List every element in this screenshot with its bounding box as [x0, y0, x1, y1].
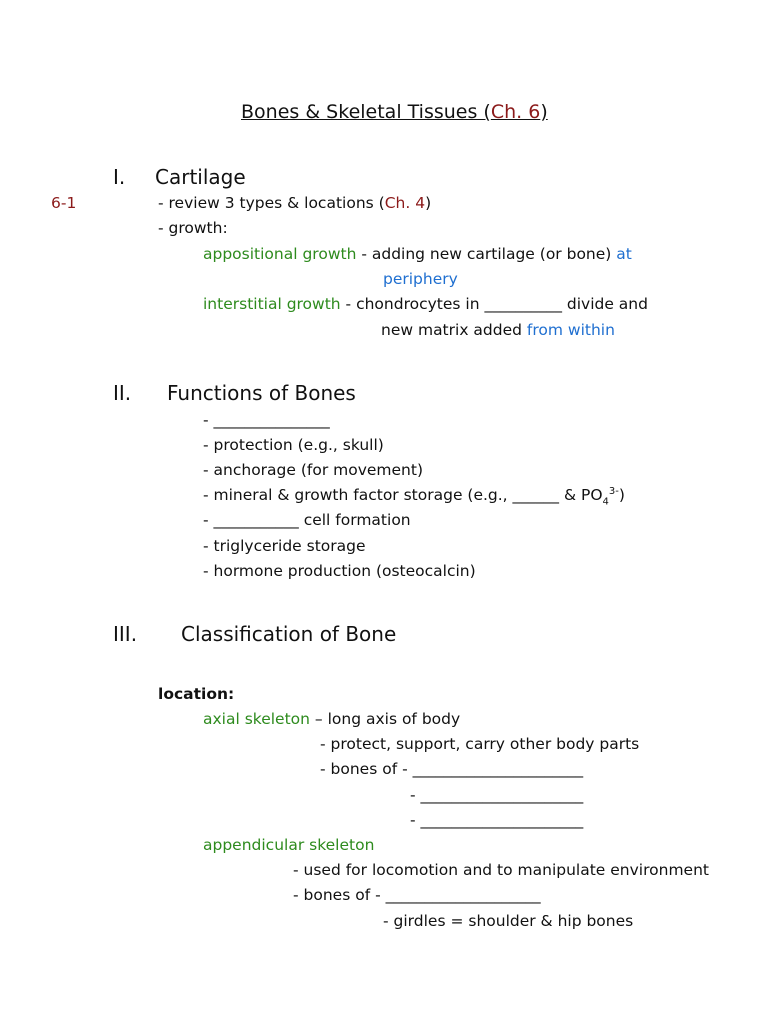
interstitial-within: from within — [526, 321, 615, 339]
section-1-numeral: I. — [113, 165, 126, 189]
appositional-at: at — [616, 245, 632, 263]
appendicular-item: - bones of - ____________________ — [293, 886, 541, 904]
interstitial-line — [203, 295, 648, 314]
page-title — [241, 101, 548, 124]
interstitial-desc: - chondrocytes in __________ divide and — [340, 295, 648, 313]
section-2-numeral: II. — [113, 381, 132, 405]
mineral-subscript: 4 — [602, 496, 609, 508]
appositional-desc: - adding new cartilage (or bone) — [356, 245, 617, 263]
review-text: - review 3 types & locations ( — [158, 194, 385, 212]
mineral-close: ) — [618, 486, 625, 505]
function-item: - hormone production (osteocalcin) — [203, 562, 476, 580]
axial-term: axial skeleton — [203, 710, 310, 728]
function-item: - _______________ — [203, 411, 330, 429]
interstitial-line2-text: new matrix added — [381, 321, 527, 339]
interstitial-term: interstitial growth — [203, 295, 341, 313]
function-item: - protection (e.g., skull) — [203, 436, 384, 454]
function-item: - triglyceride storage — [203, 537, 366, 555]
mineral-superscript: 3- — [608, 486, 619, 497]
review-line — [158, 194, 431, 213]
title-chapter: Ch. 6 — [490, 101, 541, 123]
appendicular-term: appendicular skeleton — [203, 836, 375, 854]
margin-reference: 6-1 — [51, 194, 77, 212]
appendicular-item: - girdles = shoulder & hip bones — [383, 912, 634, 930]
location-label: location: — [158, 685, 235, 703]
axial-item: - bones of - ______________________ — [320, 760, 584, 778]
interstitial-line-2 — [381, 321, 615, 340]
function-item-mineral — [203, 486, 625, 508]
axial-item: - protect, support, carry other body parts — [320, 735, 640, 753]
review-close: ) — [425, 194, 432, 212]
function-item: - ___________ cell formation — [203, 511, 411, 529]
axial-desc: – long axis of body — [309, 710, 461, 728]
function-item: - anchorage (for movement) — [203, 461, 424, 479]
growth-line: - growth: — [158, 219, 228, 237]
review-chapter: Ch. 4 — [384, 194, 426, 212]
mineral-text: - mineral & growth factor storage (e.g., ______ & PO — [203, 486, 603, 505]
title-text: Bones & Skeletal Tissues ( — [241, 101, 491, 123]
appositional-periphery: periphery — [383, 270, 458, 288]
section-1-heading: Cartilage — [155, 165, 246, 189]
axial-item: - _____________________ — [410, 811, 584, 829]
title-close: ) — [540, 101, 548, 123]
appositional-line — [203, 245, 632, 264]
axial-line — [203, 710, 460, 729]
appositional-term: appositional growth — [203, 245, 357, 263]
section-2-heading: Functions of Bones — [167, 381, 356, 405]
appendicular-item: - used for locomotion and to manipulate environment — [293, 861, 709, 879]
section-3-heading: Classification of Bone — [181, 622, 397, 646]
section-3-numeral: III. — [113, 622, 138, 646]
axial-item: - _____________________ — [410, 786, 584, 804]
